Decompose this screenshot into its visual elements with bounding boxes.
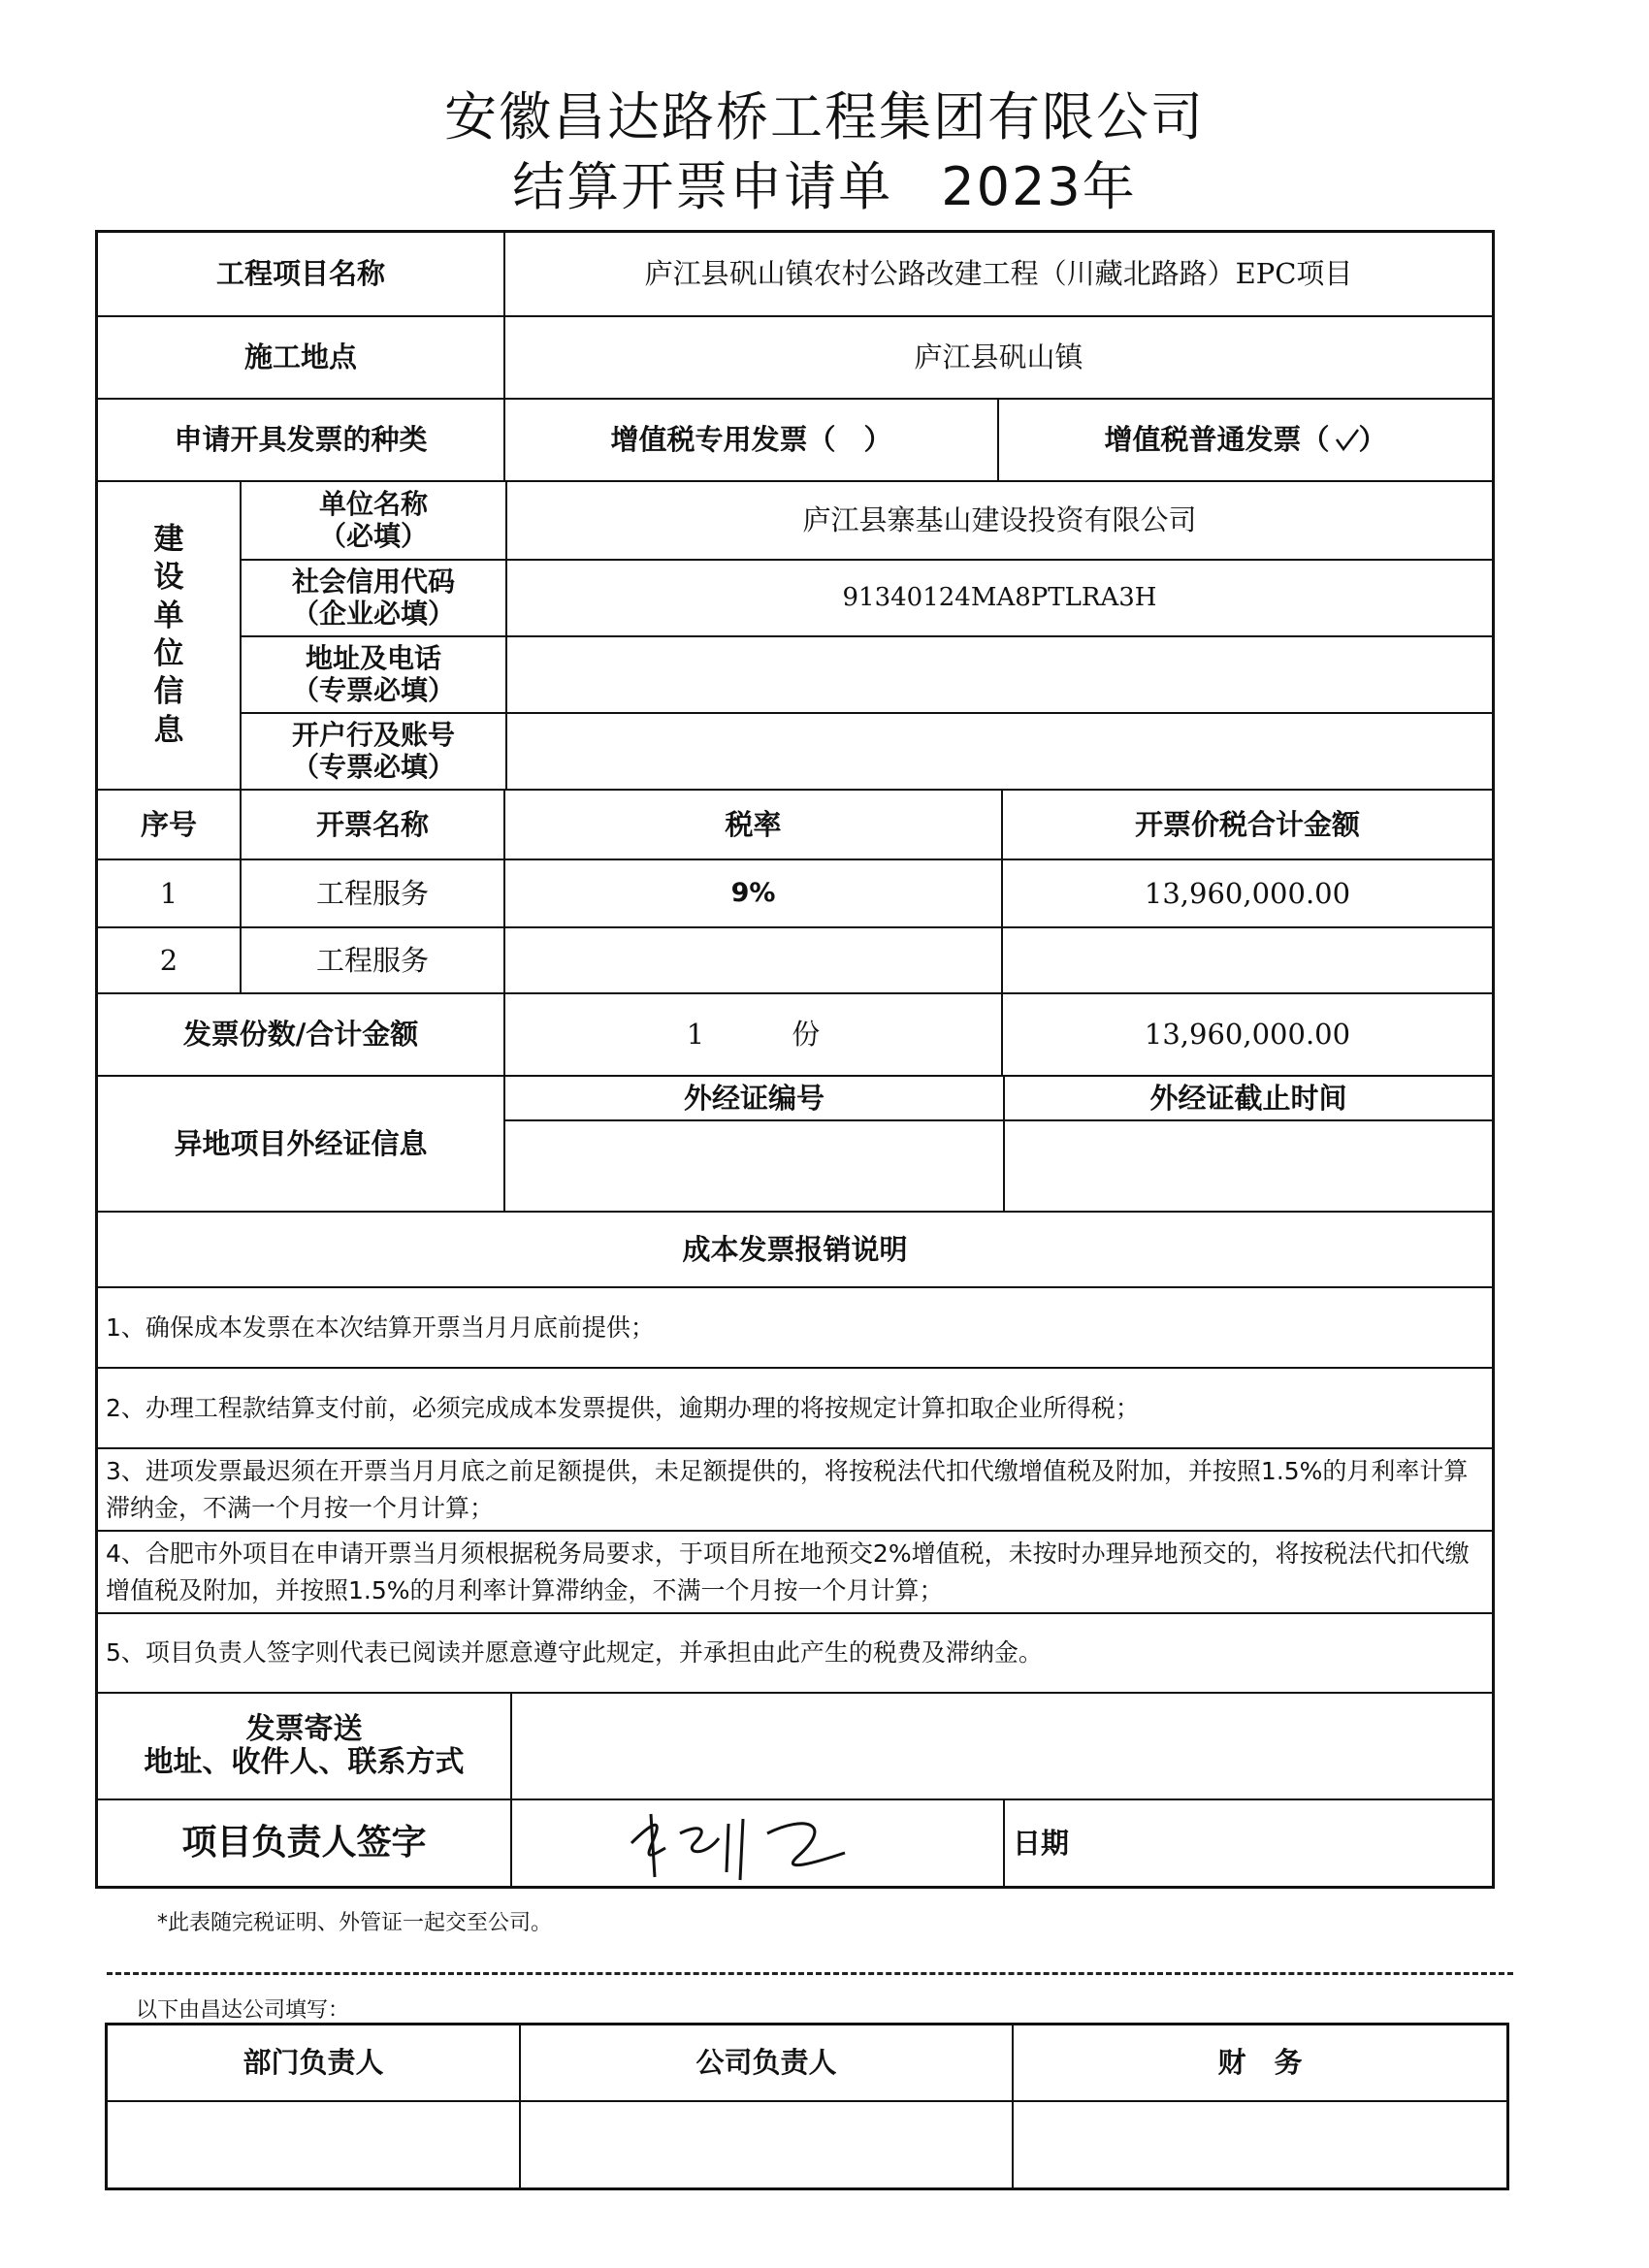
notes-row: [98, 1286, 1492, 1367]
builder-info-group-label: [98, 482, 240, 789]
items-header-row: [98, 789, 1492, 859]
offsite-value-row: [505, 1119, 1492, 1211]
bank-account-value[interactable]: [505, 714, 1492, 789]
builder-char: 位: [153, 636, 184, 671]
delivery-label: [98, 1694, 510, 1798]
col-header-amount: 开票价税合计金额: [1001, 791, 1492, 859]
invoice-type-row: [98, 398, 1492, 480]
builder-info-fields: [240, 482, 1492, 789]
totals-row: [98, 992, 1492, 1075]
invoice-application-form: [95, 230, 1495, 1889]
approval-header-row: [108, 2025, 1506, 2100]
builder-char: 息: [153, 712, 184, 748]
approval-sign-row: [108, 2100, 1506, 2187]
credit-code-label: [242, 561, 505, 635]
invoice-type-label: 申请开具发票的种类: [174, 423, 428, 457]
form-year: 2023年: [941, 156, 1137, 217]
notes-row: [98, 1530, 1492, 1612]
project-name-value[interactable]: 庐江县矾山镇农村公路改建工程（川藏北路路）EPC项目: [503, 233, 1492, 315]
note-item: 2、办理工程款结算支付前，必须完成成本发票提供，逾期办理的将按规定计算扣取企业所得税；: [106, 1393, 1140, 1422]
address-phone-row: [242, 635, 1492, 712]
note-item: 5、项目负责人签字则代表已阅读并愿意遵守此规定，并承担由此产生的税费及滞纳金。: [106, 1638, 1043, 1668]
totals-count[interactable]: [503, 994, 1001, 1075]
notes-title-row: [98, 1211, 1492, 1286]
row-name[interactable]: 工程服务: [240, 928, 503, 992]
delivery-value[interactable]: [510, 1694, 1492, 1798]
credit-code-label-line1: 社会信用代码: [291, 566, 455, 599]
address-phone-label-line2: （专票必填）: [291, 673, 455, 706]
bank-account-label: [242, 714, 505, 789]
address-phone-value[interactable]: [505, 637, 1492, 712]
company-head-sign-field[interactable]: [519, 2102, 1012, 2187]
finance-label: 财 务: [1012, 2025, 1506, 2100]
dept-head-label: 部门负责人: [242, 2046, 384, 2080]
date-field[interactable]: [1003, 1800, 1492, 1886]
form-title: [0, 146, 1649, 220]
dept-head-sign-field[interactable]: [108, 2102, 519, 2187]
table-row: [98, 926, 1492, 992]
location-value[interactable]: 庐江县矾山镇: [503, 317, 1492, 398]
invoice-count: 1: [686, 1018, 705, 1052]
project-name-label: 工程项目名称: [215, 257, 385, 291]
row-rate[interactable]: [503, 928, 1001, 992]
company-approval-table: [105, 2023, 1509, 2190]
builder-char: 信: [153, 674, 184, 710]
location-label: 施工地点: [243, 340, 357, 374]
delivery-row: [98, 1692, 1492, 1798]
builder-char: 设: [153, 560, 184, 596]
builder-name-label: [242, 482, 505, 559]
credit-code-value[interactable]: 91340124MA8PTLRA3H: [505, 561, 1492, 635]
table-row: [98, 859, 1492, 926]
builder-name-row: [242, 482, 1492, 559]
signoff-label: 项目负责人签字: [181, 1823, 427, 1863]
row-amount[interactable]: [1001, 928, 1492, 992]
col-header-no: 序号: [140, 807, 197, 841]
company-head-label: 公司负责人: [519, 2025, 1012, 2100]
cert-no-label: 外经证编号: [683, 1081, 824, 1115]
company-title: 安徽昌达路桥工程集团有限公司: [444, 86, 1205, 147]
offsite-fields: [503, 1077, 1492, 1211]
totals-amount[interactable]: 13,960,000.00: [1001, 994, 1492, 1075]
location-row: [98, 315, 1492, 398]
invoice-count-unit: 份: [792, 1018, 821, 1052]
checkmark-icon: [1334, 428, 1359, 453]
note-item: 1、确保成本发票在本次结算开票当月月底前提供；: [106, 1312, 655, 1342]
notes-row: [98, 1367, 1492, 1447]
form-title-text: 结算开票申请单: [512, 156, 893, 217]
company-fill-note: 以下由昌达公司填写：: [136, 1998, 350, 2023]
credit-code-row: [242, 559, 1492, 635]
normal-vat-close: ）: [1358, 423, 1387, 457]
row-amount[interactable]: 13,960,000.00: [1001, 860, 1492, 926]
cut-line-divider: [107, 1972, 1513, 1975]
bank-account-row: [242, 712, 1492, 789]
project-name-row: [98, 233, 1492, 315]
row-no: 2: [159, 943, 178, 977]
offsite-header-row: [505, 1077, 1492, 1119]
builder-char: 建: [153, 521, 184, 557]
credit-code-label-line2: （企业必填）: [291, 597, 455, 630]
notes-title: 成本发票报销说明: [682, 1232, 908, 1266]
cert-no-value[interactable]: [505, 1121, 1003, 1211]
handwritten-signature: [612, 1804, 903, 1882]
signature-field[interactable]: [510, 1800, 1003, 1886]
notes-row: [98, 1447, 1492, 1530]
totals-label: 发票份数/合计金额: [182, 1018, 419, 1052]
delivery-label-line2: 地址、收件人、联系方式: [144, 1745, 465, 1779]
address-phone-label-line1: 地址及电话: [305, 642, 441, 675]
note-item: 3、进项发票最迟须在开票当月月底之前足额提供，未足额提供的，将按税法代扣代缴增值税及附加，并按照1.5%的月利率计算滞纳金，不满一个月按一个月计算；: [106, 1457, 1469, 1522]
builder-name-label-line1: 单位名称: [318, 488, 428, 521]
finance-sign-field[interactable]: [1012, 2102, 1506, 2187]
cert-deadline-value[interactable]: [1003, 1121, 1492, 1211]
builder-name-value[interactable]: 庐江县寨基山建设投资有限公司: [505, 482, 1492, 559]
offsite-label: 异地项目外经证信息: [174, 1126, 428, 1160]
normal-vat-label: 增值税普通发票（: [1104, 423, 1330, 457]
attachment-note: *此表随完税证明、外管证一起交至公司。: [157, 1911, 553, 1935]
col-header-name: 开票名称: [240, 791, 503, 859]
signoff-row: [98, 1798, 1492, 1886]
special-vat-option[interactable]: 增值税专用发票（ ）: [503, 400, 997, 480]
bank-account-label-line1: 开户行及账号: [291, 719, 455, 752]
row-name[interactable]: 工程服务: [240, 860, 503, 926]
offsite-row: [98, 1075, 1492, 1211]
row-rate[interactable]: 9%: [503, 860, 1001, 926]
note-item: 4、合肥市外项目在申请开票当月须根据税务局要求，于项目所在地预交2%增值税，未按时办理异地预交的，将按税法代扣代缴增值税及附加，并按照1.5%的月利率计算滞纳金，不满一个月按一个月计算；: [106, 1539, 1470, 1604]
bank-account-label-line2: （专票必填）: [291, 750, 455, 783]
row-no: 1: [159, 876, 178, 910]
builder-name-label-line2: （必填）: [318, 519, 428, 552]
builder-char: 单: [153, 598, 184, 633]
col-header-rate: 税率: [503, 791, 1001, 859]
cert-deadline-label: 外经证截止时间: [1003, 1077, 1492, 1119]
address-phone-label: [242, 637, 505, 712]
notes-row: [98, 1612, 1492, 1692]
delivery-label-line1: 发票寄送: [245, 1711, 363, 1746]
normal-vat-option[interactable]: [997, 400, 1492, 480]
date-label: 日期: [1013, 1826, 1070, 1860]
builder-info-section: [98, 480, 1492, 789]
